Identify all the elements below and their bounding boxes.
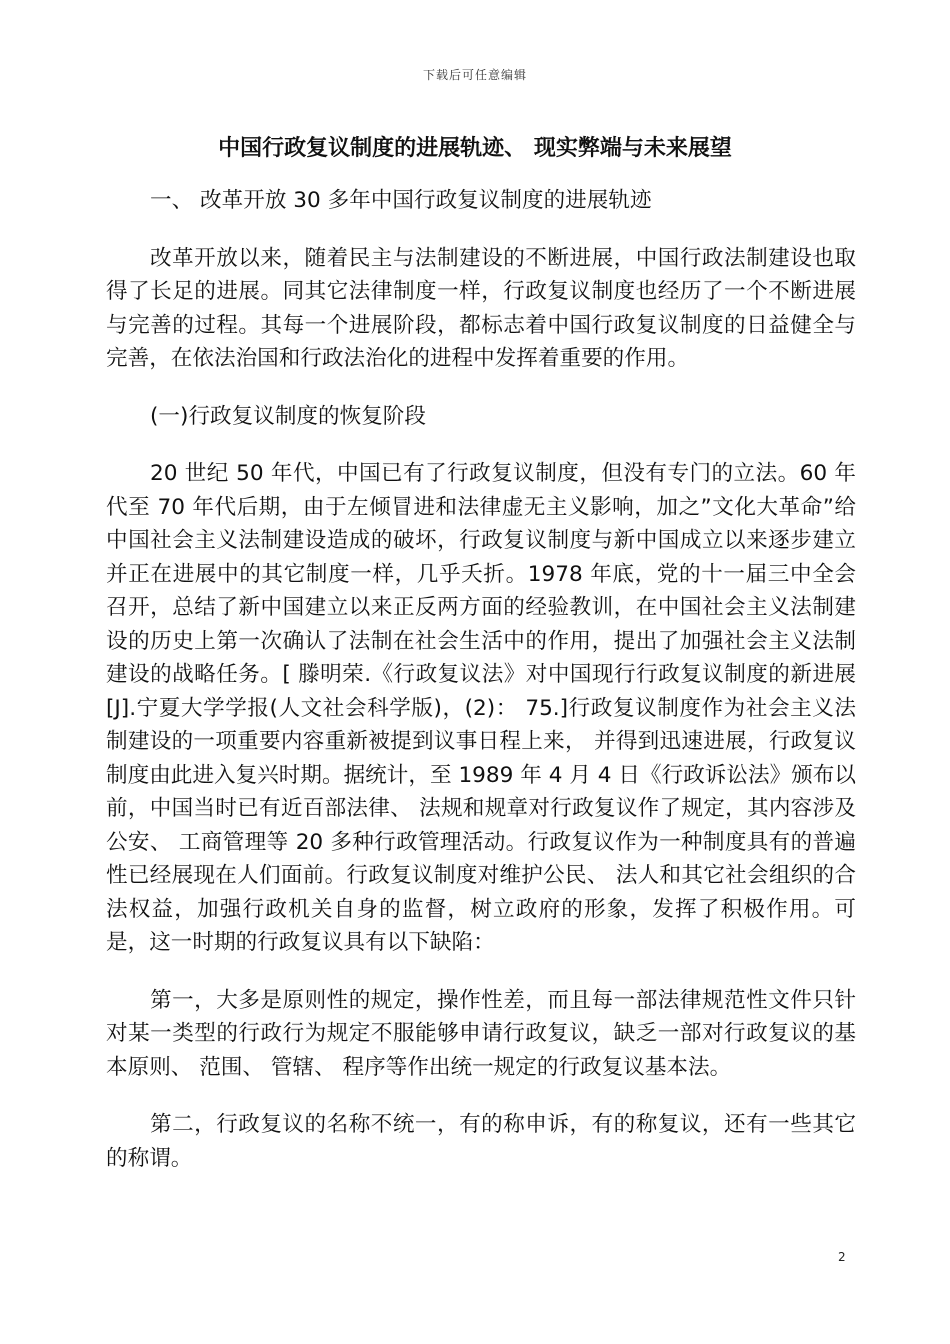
paragraph-defect-second: 第二，行政复议的名称不统一，有的称申诉，有的称复议，还有一些其它的称谓。 [106, 1112, 856, 1171]
document-title: 中国行政复议制度的进展轨迹、 现实弊端与未来展望 [218, 136, 732, 161]
page-number: 2 [838, 1250, 846, 1264]
paragraph-intro: 改革开放以来，随着民主与法制建设的不断进展，中国行政法制建设也取得了长足的进展。同其它法律制度一样，行政复议制度也经历了一个不断进展与完善的过程。其每一个进展阶段，都标志着中国行政复议制度的日益健全与完善，在依法治国和行政法治化的进程中发挥着重要的作用。 [106, 245, 856, 371]
paragraph-defect-first: 第一，大多是原则性的规定，操作性差，而且每一部法律规范性文件只针对某一类型的行政行为规定不服能够申请行政复议，缺乏一部对行政复议的基本原则、 范围、 管辖、 程序等作出统一规定的行政复议基本法。 [106, 987, 856, 1080]
subsection-heading: (一)行政复议制度的恢复阶段 [150, 403, 426, 429]
section-heading: 一、 改革开放 30 多年中国行政复议制度的进展轨迹 [150, 188, 652, 213]
paragraph-history: 20 世纪 50 年代，中国已有了行政复议制度，但没有专门的立法。60 年代至 70 年代后期，由于左倾冒进和法律虚无主义影响，加之”文化大革命”给中国社会主义法制建设造成的破坏，行政复议制度与新中国成立以来逐步建立并正在进展中的其它制度一样，几乎夭折。1978 年底，党的十一届三中全会召开，总结了新中国建立以来正反两方面的经验教训，在中国社会主义法制建设的历史上第一次确认了法制在社会生活中的作用，提出了加强社会主义法制建设的战略任务。[ 滕明荣.《行政复议法》对中国现行行政复议制度的新进展[J].宁夏大学学报(人文社会科学版)，(2)： 75.]行政复议制度作为社会主义法制建设的一项重要内容重新被提到议事日程上来， 并得到迅速进展，行政复议制度由此进入复兴时期。据统计，至 1989 年 4 月 4 日《行政诉讼法》颁布以前，中国当时已有近百部法律、 法规和规章对行政复议作了规定，其内容涉及公安、 工商管理等 20 多种行政管理活动。行政复议作为一种制度具有的普遍性已经展现在人们面前。行政复议制度对维护公民、 法人和其它社会组织的合法权益，加强行政机关自身的监督，树立政府的形象，发挥了积极作用。可是，这一时期的行政复议具有以下缺陷： [106, 461, 856, 955]
page-header-note: 下载后可任意编辑 [422, 68, 527, 82]
document-body [106, 184, 856, 1199]
